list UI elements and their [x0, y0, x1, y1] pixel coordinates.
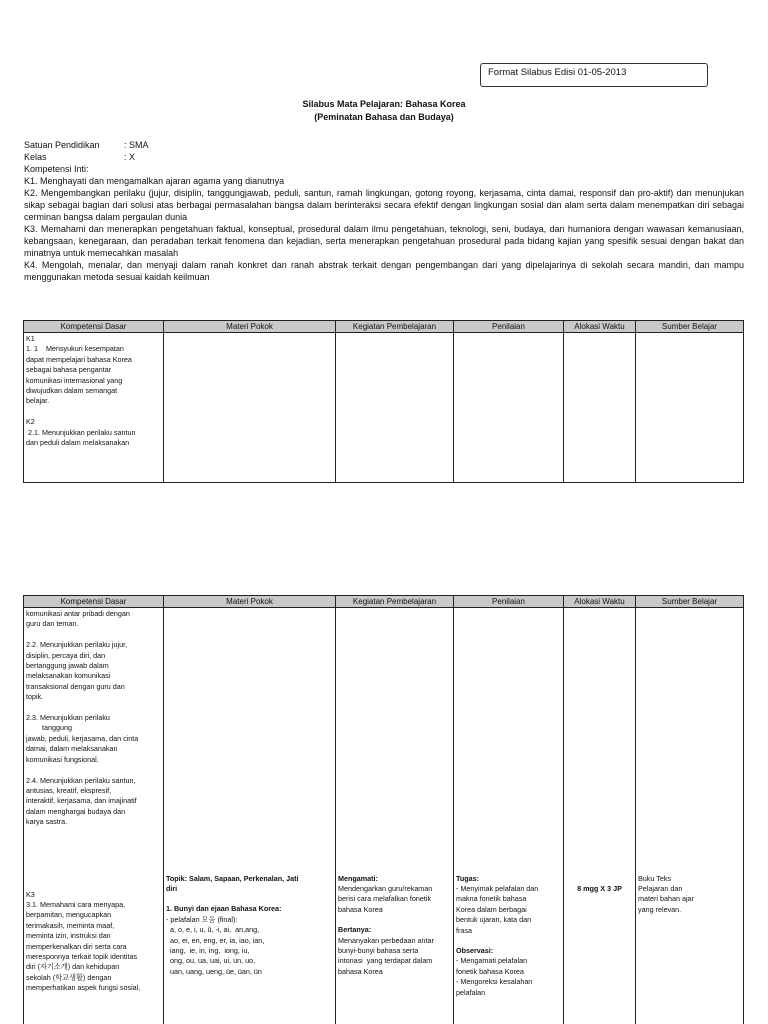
penilaian-heading-observasi: Observasi: — [456, 945, 494, 955]
ki-k4: K4. Mengolah, menalar, dan menyaji dalam ranah konkret dan ranah abstrak terkait dengan pengembangan dari yang dipelajarinya di sekolah secara mandiri, dan mampu menggunakan metoda sesuai kaidah keilmuan — [24, 260, 744, 282]
satuan-value: : SMA — [124, 140, 149, 150]
materi-cell — [164, 608, 336, 868]
syllabus-meta — [24, 139, 744, 283]
header-sumber: Sumber Belajar — [636, 596, 744, 608]
sumber-cell — [636, 608, 744, 868]
ki-k2: K2. Mengembangkan perilaku (jujur, disiplin, tanggungjawab, peduli, santun, ramah lingkungan, gotong royong, kerjasama, cinta damai, responsif dan pro-aktif) dan menunjukan sikap sebagai bagian dari solusi atas berbagai permasalahan bangsa dalam berinteraksi secara efektif dengan lingkungan sosial dan alam serta dalam menempatkan diri sebagai cerminan bangsa dalam pergaulan dunia — [24, 188, 744, 222]
syllabus-table-1 — [23, 320, 744, 483]
kelas-row — [24, 151, 744, 163]
ki-heading: Kompetensi Inti: — [24, 164, 89, 174]
kegiatan-cell — [336, 608, 454, 868]
document-subtitle: (Peminatan Bahasa dan Budaya) — [314, 112, 454, 122]
header-alokasi: Alokasi Waktu — [564, 596, 636, 608]
header-penilaian: Penilaian — [454, 321, 564, 333]
header-kegiatan: Kegiatan Pembelajaran — [336, 596, 454, 608]
kelas-value: : X — [124, 152, 136, 162]
syllabus-table-2 — [23, 595, 744, 1024]
kegiatan-heading-mengamati: Mengamati: — [338, 873, 378, 883]
header-materi-pokok: Materi Pokok — [164, 321, 336, 333]
penilaian-cell — [454, 333, 564, 483]
sumber-cell — [636, 333, 744, 483]
materi-subheading: 1. Bunyi dan ejaan Bahasa Korea: — [166, 904, 282, 914]
alokasi-value: 8 mgg X 3 JP — [577, 883, 622, 893]
materi-cell — [164, 333, 336, 483]
header-kompetensi-dasar: Kompetensi Dasar — [24, 321, 164, 333]
penilaian-body-observasi: - Mengamati pelafalan fonetik bahasa Korea - Mengoreksi kesalahan pelafalan — [456, 956, 533, 997]
format-edition-box — [480, 63, 708, 87]
header-penilaian: Penilaian — [454, 596, 564, 608]
alokasi-cell — [564, 333, 636, 483]
kegiatan-body-bertanya: Menanyakan perbedaan antar bunyi-bunyi bahasa serta intonasi yang terdapat dalam bahasa Korea — [338, 935, 434, 976]
ki-k3: K3. Memahami dan menerapkan pengetahuan faktual, konseptual, prosedural dalam ilmu pengetahuan, teknologi, seni, budaya, dan humaniora dengan wawasan kemanusiaan, kebangsaan, kenegaraan, dan peradaban terkait fenomena dan kejadian, serta menerapkan pengetahuan prosedural pada bidang kajian yang spesifik sesuai dengan bakat dan minatnya untuk memecahkan masalah — [24, 224, 744, 258]
header-sumber: Sumber Belajar — [636, 321, 744, 333]
header-kegiatan: Kegiatan Pembelajaran — [336, 321, 454, 333]
table-header-row — [24, 596, 744, 608]
kegiatan-body-mengamati: Mendengarkan guru/rekaman berisi cara melafalkan fonetik bahasa Korea — [338, 883, 433, 914]
header-materi-pokok: Materi Pokok — [164, 596, 336, 608]
satuan-row — [24, 139, 744, 151]
document-title: Silabus Mata Pelajaran: Bahasa Korea — [302, 99, 466, 109]
kegiatan-heading-bertanya: Bertanya: — [338, 925, 372, 935]
table-row — [24, 608, 744, 868]
kd-cell-top: komunikasi antar pribadi dengan guru dan teman. 2.2. Menunjukkan perilaku jujur, disiplin, percaya diri, dan bertanggung jawab dalam melaksanakan komunikasi transaksional dengan guru dan topik. 2.3. Menunjukkan perilaku tanggung jawab, peduli, kerjasama, dan cinta damai, dalam melaksanakan komunikasi fungsional. 2.4. Menunjukkan perilaku santun, antusias, kreatif, ekspresif, interaktif, kerjasama, dan imajinatif dalam menghargai budaya dan karya sastra. — [26, 609, 139, 827]
format-edition-label: Format Silabus Edisi 01-05-2013 — [488, 67, 627, 78]
header-kompetensi-dasar: Kompetensi Dasar — [24, 596, 164, 608]
materi-topic: Topik: Salam, Sapaan, Perkenalan, Jati diri — [166, 873, 299, 893]
satuan-label: Satuan Pendidikan — [24, 140, 100, 150]
sumber-value: Buku Teks Pelajaran dan materi bahan ajar yang relevan. — [638, 873, 694, 914]
kd-cell: K1 1. 1 Mensyukuri kesempatan dapat mempelajari bahasa Korea sebagai bahasa pengantar komunikasi internasional yang diwujudkan dalam semangat belajar. K2 2.1. Menunjukkan perilaku santun dan peduli dalam melaksanakan — [26, 334, 136, 448]
table-row — [24, 333, 744, 483]
kegiatan-cell — [336, 333, 454, 483]
penilaian-body-tugas: - Menyimak pelafalan dan makna fonetik bahasa Korea dalam berbagai bentuk ujaran, kata dan frasa — [456, 883, 539, 935]
kd-cell-bottom: K3 3.1. Memahami cara menyapa, berpamitan, mengucapkan terimakasih, meminta maaf, meminta izin, instruksi dan memperkenalkan diri serta cara meresponnya terkait topik identitas diri (자기소개) dan kehidupan sekolah (학교생활) dengan memperhatikan aspek fungsi sosial, — [26, 889, 141, 993]
penilaian-cell — [454, 608, 564, 868]
table-row — [24, 868, 744, 1024]
kelas-label: Kelas — [24, 152, 47, 162]
table-header-row — [24, 321, 744, 333]
alokasi-cell — [564, 608, 636, 868]
penilaian-heading-tugas: Tugas: — [456, 873, 480, 883]
materi-body: - pelafalan 모음 (final): a, o, e, i, u, ŭ, -i, ai, an,ang, ao, ei, en, eng, er, ia, iao, ian, iang, ie, in, ing, iong, iu, ong, ou, ua, uai, ui, un, uo, uan, uang, ueng, üe, üan, ün — [166, 914, 265, 976]
ki-k1: K1. Menghayati dan mengamalkan ajaran agama yang dianutnya — [24, 176, 285, 186]
header-alokasi: Alokasi Waktu — [564, 321, 636, 333]
